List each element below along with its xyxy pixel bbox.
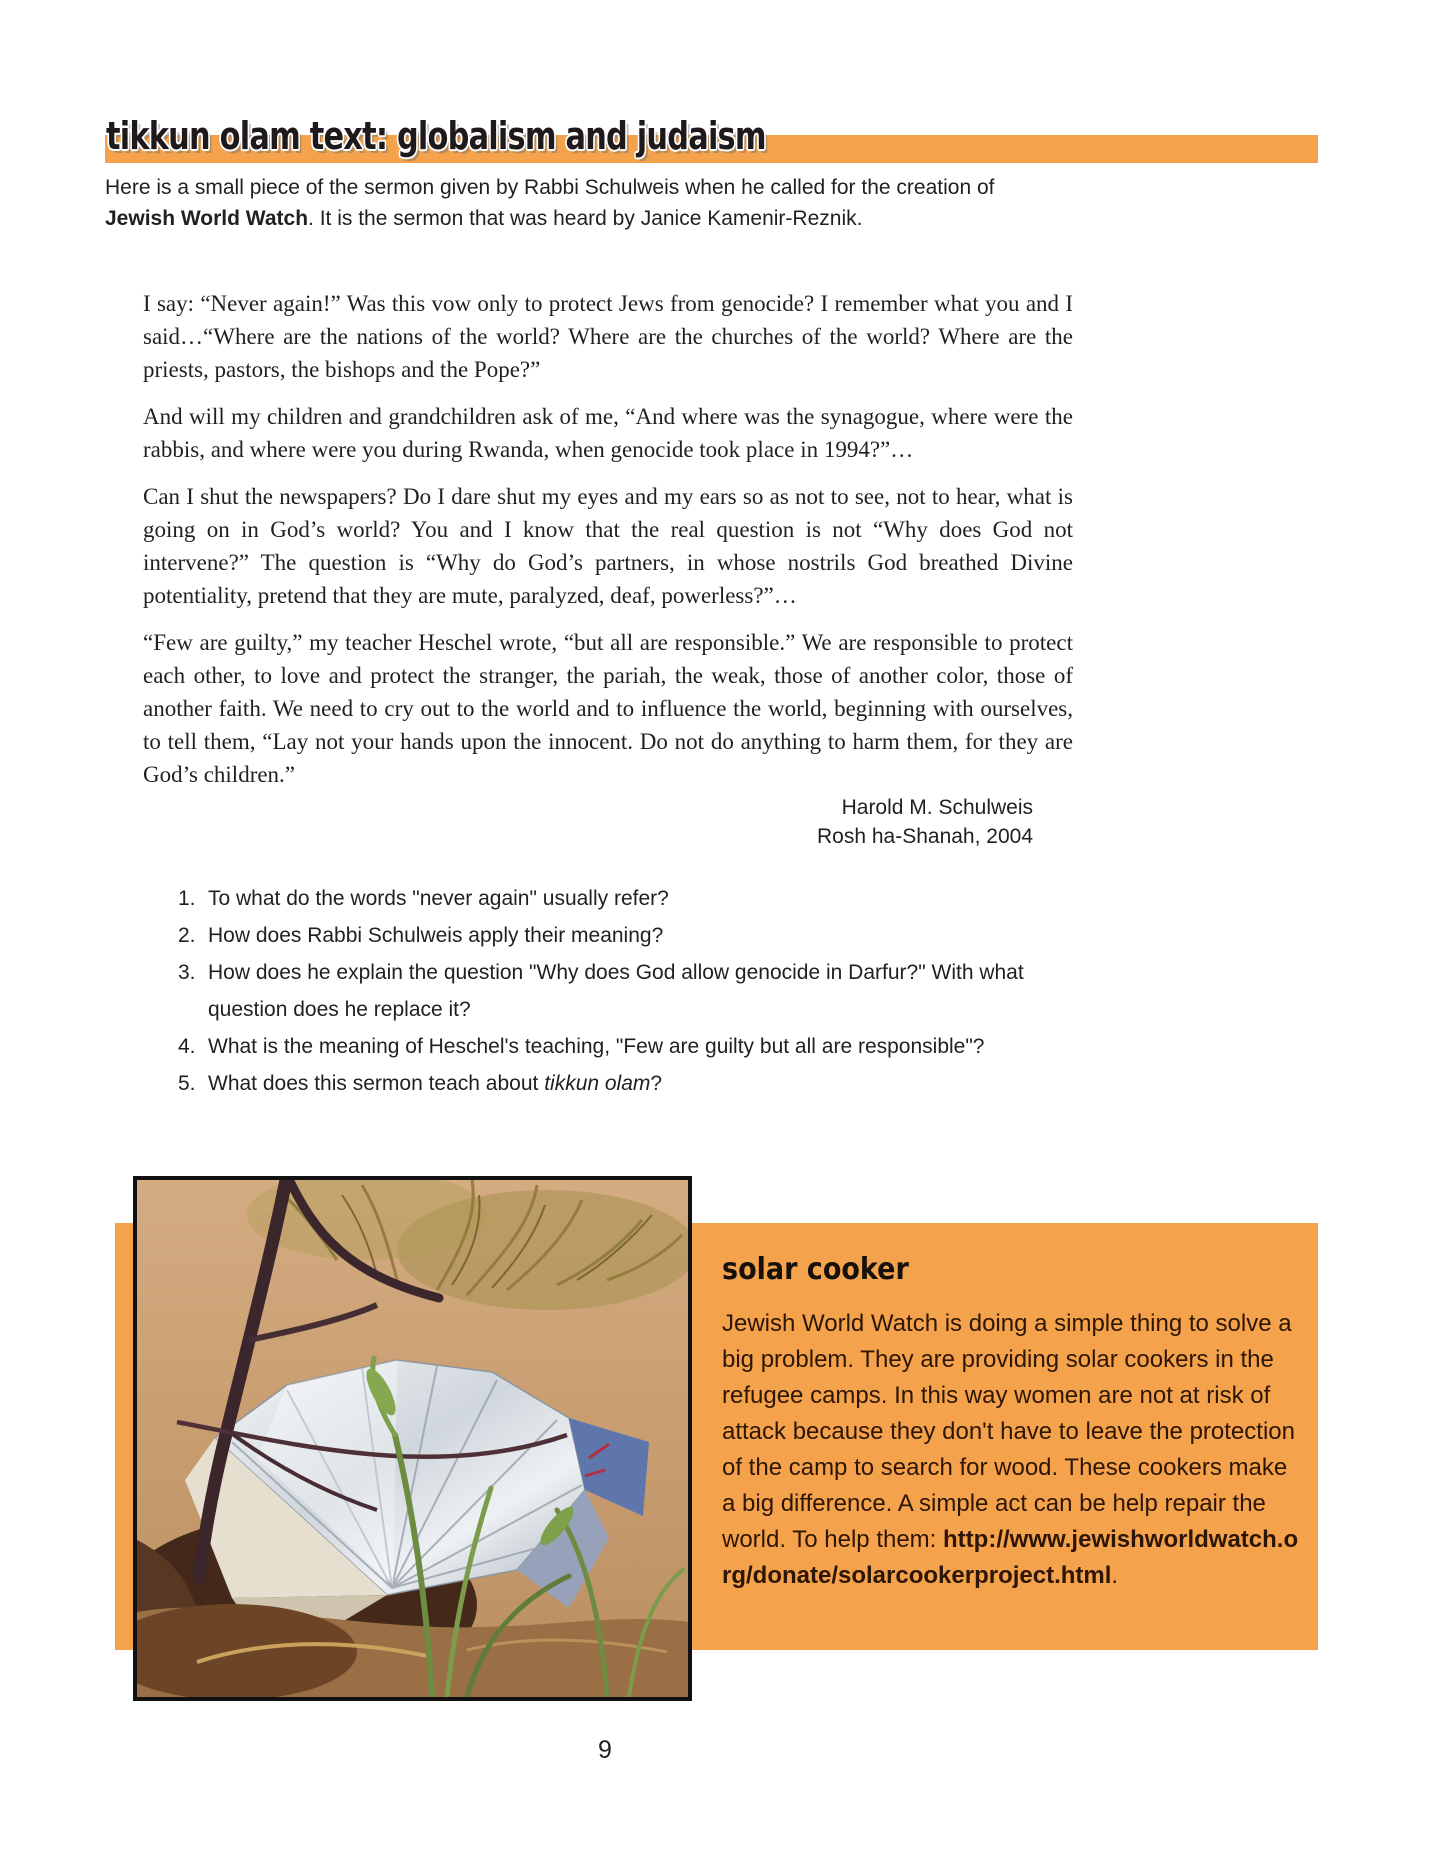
solar-cooker-text xyxy=(722,1306,1300,1594)
question-text xyxy=(208,954,1093,1028)
question-text-pre: To what do the words "never again" usually refer? xyxy=(208,887,669,910)
sermon-paragraph-1: I say: “Never again!” Was this vow only to protect Jews from genocide? I remember what you and I said…“Where are the nations of the world? Where are the churches of the world? Where are the priests, pastors, the bishops and the Pope?” xyxy=(143,291,1073,382)
question-number: 2. xyxy=(178,924,196,947)
intro-bold-text: Jewish World Watch xyxy=(105,207,309,230)
question-number: 4. xyxy=(178,1035,196,1058)
question-number: 1. xyxy=(178,887,196,910)
question-text xyxy=(208,880,1093,917)
attribution-name: Harold M. Schulweis xyxy=(841,796,1033,819)
question-item-1 xyxy=(178,880,1093,917)
question-text xyxy=(208,917,1093,954)
question-text xyxy=(208,1028,1093,1065)
question-text xyxy=(208,1065,1093,1102)
sermon-paragraph-4: “Few are guilty,” my teacher Heschel wrote, “but all are responsible.” We are responsible to protect each other, to love and protect the stranger, the pariah, the weak, those of another color, those of another faith. We need to cry out to the world and to influence the world, beginning with ourselves, to tell them, “Lay not your hands upon the innocent. Do not do anything to harm them, for they are God’s children.” xyxy=(143,630,1073,787)
questions-list xyxy=(178,880,1093,1102)
sermon-quote xyxy=(143,287,1073,805)
question-item-4 xyxy=(178,1028,1093,1065)
question-item-2 xyxy=(178,917,1093,954)
question-item-5 xyxy=(178,1065,1093,1102)
solar-text-pre: Jewish World Watch is doing a simple thing to solve a big problem. They are providing solar cookers in the refugee camps. In this way women are not at risk of attack because they don't have to leave the protection of the camp to search for wood. These cookers make a big difference. A simple act can be help repair the world. To help them: xyxy=(722,1310,1295,1553)
question-text-italic: tikkun olam xyxy=(544,1072,651,1095)
question-text-post: ? xyxy=(650,1072,663,1095)
question-number: 3. xyxy=(178,961,196,984)
question-number: 5. xyxy=(178,1072,196,1095)
page-number: 9 xyxy=(598,1736,612,1764)
attribution-date: Rosh ha-Shanah, 2004 xyxy=(817,825,1033,848)
solar-donate-url: http://www.jewishworldwatch.org/donate/solarcookerproject.html xyxy=(722,1526,1299,1589)
question-text-pre: How does Rabbi Schulweis apply their meaning? xyxy=(208,924,664,947)
attribution xyxy=(143,793,1033,851)
question-text-pre: What is the meaning of Heschel's teaching, "Few are guilty but all are responsible"? xyxy=(208,1035,985,1058)
question-item-3 xyxy=(178,954,1093,1028)
intro-paragraph xyxy=(105,172,1065,234)
intro-text-post: . It is the sermon that was heard by Janice Kamenir-Reznik. xyxy=(308,207,863,230)
question-text-pre: What does this sermon teach about xyxy=(208,1072,545,1095)
solar-text-post: . xyxy=(1111,1562,1119,1589)
page-title: tikkun olam text: globalism and judaism xyxy=(106,114,766,158)
solar-cooker-photo xyxy=(133,1176,692,1701)
intro-text-pre: Here is a small piece of the sermon given by Rabbi Schulweis when he called for the creation of xyxy=(105,176,995,199)
solar-cooker-heading: solar cooker xyxy=(722,1252,909,1287)
solar-cooker-photo-graphic xyxy=(137,1180,688,1697)
question-text-pre: How does he explain the question "Why does God allow genocide in Darfur?" With what question does he replace it? xyxy=(208,961,1024,1021)
sermon-paragraph-3: Can I shut the newspapers? Do I dare shut my eyes and my ears so as not to see, not to hear, what is going on in God’s world? You and I know that the real question is not “Why does God not intervene?” The question is “Why do God’s partners, in whose nostrils God breathed Divine potentiality, pretend that they are mute, paralyzed, deaf, powerless?”… xyxy=(143,484,1073,608)
sermon-paragraph-2: And will my children and grandchildren ask of me, “And where was the synagogue, where were the rabbis, and where were you during Rwanda, when genocide took place in 1994?”… xyxy=(143,404,1073,462)
